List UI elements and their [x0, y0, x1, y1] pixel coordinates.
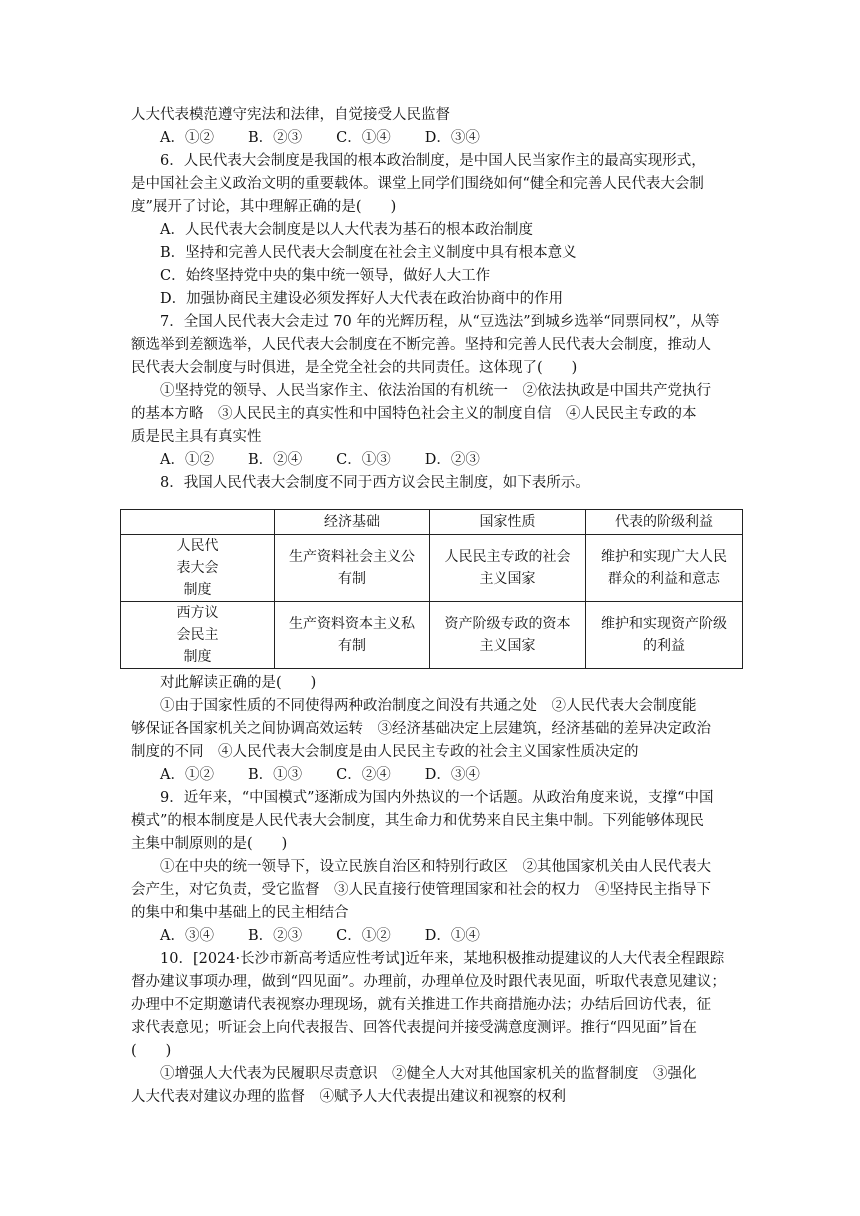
table-header-cell: 经济基础	[275, 510, 430, 535]
q9-items: 会产生，对它负责，受它监督 ③人民直接行使管理国家和社会的权力 ④坚持民主指导下	[131, 882, 711, 898]
comparison-table	[120, 509, 743, 669]
q7-items: 的基本方略 ③人民民主的真实性和中国特色社会主义的制度自信 ④人民民主专政的本	[131, 406, 697, 422]
table-row	[121, 535, 743, 602]
option-b: B．②④	[247, 452, 303, 468]
q9-options	[160, 926, 480, 948]
table-cell-economic: 生产资料资本主义私 有制	[275, 602, 430, 669]
q6-stem: 是中国社会主义政治文明的重要载体。课堂上同学们围绕如何“健全和完善人民代表大会制	[131, 176, 704, 192]
q7-items: ①坚持党的领导、人民当家作主、依法治国的有机统一 ②依法执政是中国共产党执行	[160, 383, 711, 399]
table-cell-system: 人民代 表大会 制度	[121, 535, 275, 602]
q9-stem: 模式”的根本制度是人民代表大会制度，其生命力和优势来自民主集中制。下列能够体现民	[131, 813, 704, 829]
table-row	[121, 602, 743, 669]
table-cell-economic: 生产资料社会主义公 有制	[275, 535, 430, 602]
q6-option-d: D．加强协商民主建设必须发挥好人大代表在政治协商中的作用	[160, 291, 564, 307]
option-c: C．①④	[336, 130, 391, 146]
q8-after: 对此解读正确的是( )	[160, 675, 317, 691]
option-b: B．②③	[247, 928, 303, 944]
table-header-cell: 代表的阶级利益	[586, 510, 743, 535]
q9-stem: 9．近年来，“中国模式”逐渐成为国内外热议的一个话题。从政治角度来说，支撑“中国	[160, 790, 714, 806]
q8-items: 够保证各国家机关之间协调高效运转 ③经济基础决定上层建筑，经济基础的差异决定政治	[131, 721, 711, 737]
table-header-cell	[121, 510, 275, 535]
option-d: D．①④	[424, 928, 480, 944]
q10-stem: 办理中不定期邀请代表视察办理现场，就有关推进工作共商措施办法；办结后回访代表，征	[131, 997, 711, 1013]
q6-stem: 6．人民代表大会制度是我国的根本政治制度，是中国人民当家作主的最高实现形式，	[160, 153, 706, 169]
option-c: C．②④	[336, 767, 391, 783]
table-cell-system: 西方议 会民主 制度	[121, 602, 275, 669]
table-cell-nature: 资产阶级专政的资本 主义国家	[430, 602, 586, 669]
option-b: B．①③	[247, 767, 303, 783]
q8-items: ①由于国家性质的不同使得两种政治制度之间没有共通之处 ②人民代表大会制度能	[160, 698, 697, 714]
option-a: A．③④	[160, 928, 214, 944]
q10-items: 人大代表对建议办理的监督 ④赋予人大代表提出建议和视察的权利	[131, 1089, 566, 1105]
option-b: B．②③	[247, 130, 303, 146]
q9-items: ①在中央的统一领导下，设立民族自治区和特别行政区 ②其他国家机关由人民代表大	[160, 859, 711, 875]
option-a: A．①②	[160, 767, 214, 783]
q7-options	[160, 450, 480, 472]
q7-stem: 民代表大会制度与时俱进，是全党全社会的共同责任。这体现了( )	[131, 360, 578, 376]
option-d: D．③④	[424, 767, 480, 783]
table-cell-nature: 人民民主专政的社会 主义国家	[430, 535, 586, 602]
q10-stem: ( )	[131, 1043, 172, 1059]
q6-stem: 度”展开了讨论，其中理解正确的是( )	[131, 199, 397, 215]
q8-items: 制度的不同 ④人民代表大会制度是由人民民主专政的社会主义国家性质决定的	[131, 744, 639, 760]
text-line: 人大代表模范遵守宪法和法律，自觉接受人民监督	[131, 107, 450, 123]
q10-items: ①增强人大代表为民履职尽责意识 ②健全人大对其他国家机关的监督制度 ③强化	[160, 1066, 697, 1082]
option-c: C．①②	[336, 928, 391, 944]
table-cell-interest: 维护和实现广大人民 群众的利益和意志	[586, 535, 743, 602]
q8-stem: 8．我国人民代表大会制度不同于西方议会民主制度，如下表所示。	[160, 475, 590, 491]
q9-items: 的集中和集中基础上的民主相结合	[131, 905, 349, 921]
q5-options	[160, 128, 480, 150]
q6-option-b: B．坚持和完善人民代表大会制度在社会主义制度中具有根本意义	[160, 245, 577, 261]
table-header-row	[121, 510, 743, 535]
table-header-cell: 国家性质	[430, 510, 586, 535]
q9-stem: 主集中制原则的是( )	[131, 836, 288, 852]
option-c: C．①③	[336, 452, 391, 468]
option-d: D．②③	[424, 452, 480, 468]
q10-stem: 10．[2024·长沙市新高考适应性考试]近年来，某地积极推动提建议的人大代表全程跟踪	[160, 951, 725, 967]
q7-stem: 额选举到差额选举，人民代表大会制度在不断完善。坚持和完善人民代表大会制度，推动人	[131, 337, 711, 353]
q7-items: 质是民主具有真实性	[131, 429, 262, 445]
q10-stem: 督办建议事项办理，做到“四见面”。办理前，办理单位及时跟代表见面，听取代表意见建议；	[131, 974, 726, 990]
q10-stem: 求代表意见；听证会上向代表报告、回答代表提问并接受满意度测评。推行“四见面”旨在	[131, 1020, 697, 1036]
q7-stem: 7．全国人民代表大会走过 70 年的光辉历程，从“豆选法”到城乡选举“同票同权”，从等	[160, 314, 720, 330]
option-a: A．①②	[160, 130, 214, 146]
table-cell-interest: 维护和实现资产阶级 的利益	[586, 602, 743, 669]
q6-option-c: C．始终坚持党中央的集中统一领导，做好人大工作	[160, 268, 491, 284]
q8-options	[160, 765, 480, 787]
option-a: A．①②	[160, 452, 214, 468]
option-d: D．③④	[424, 130, 480, 146]
q6-option-a: A．人民代表大会制度是以人大代表为基石的根本政治制度	[160, 222, 533, 238]
